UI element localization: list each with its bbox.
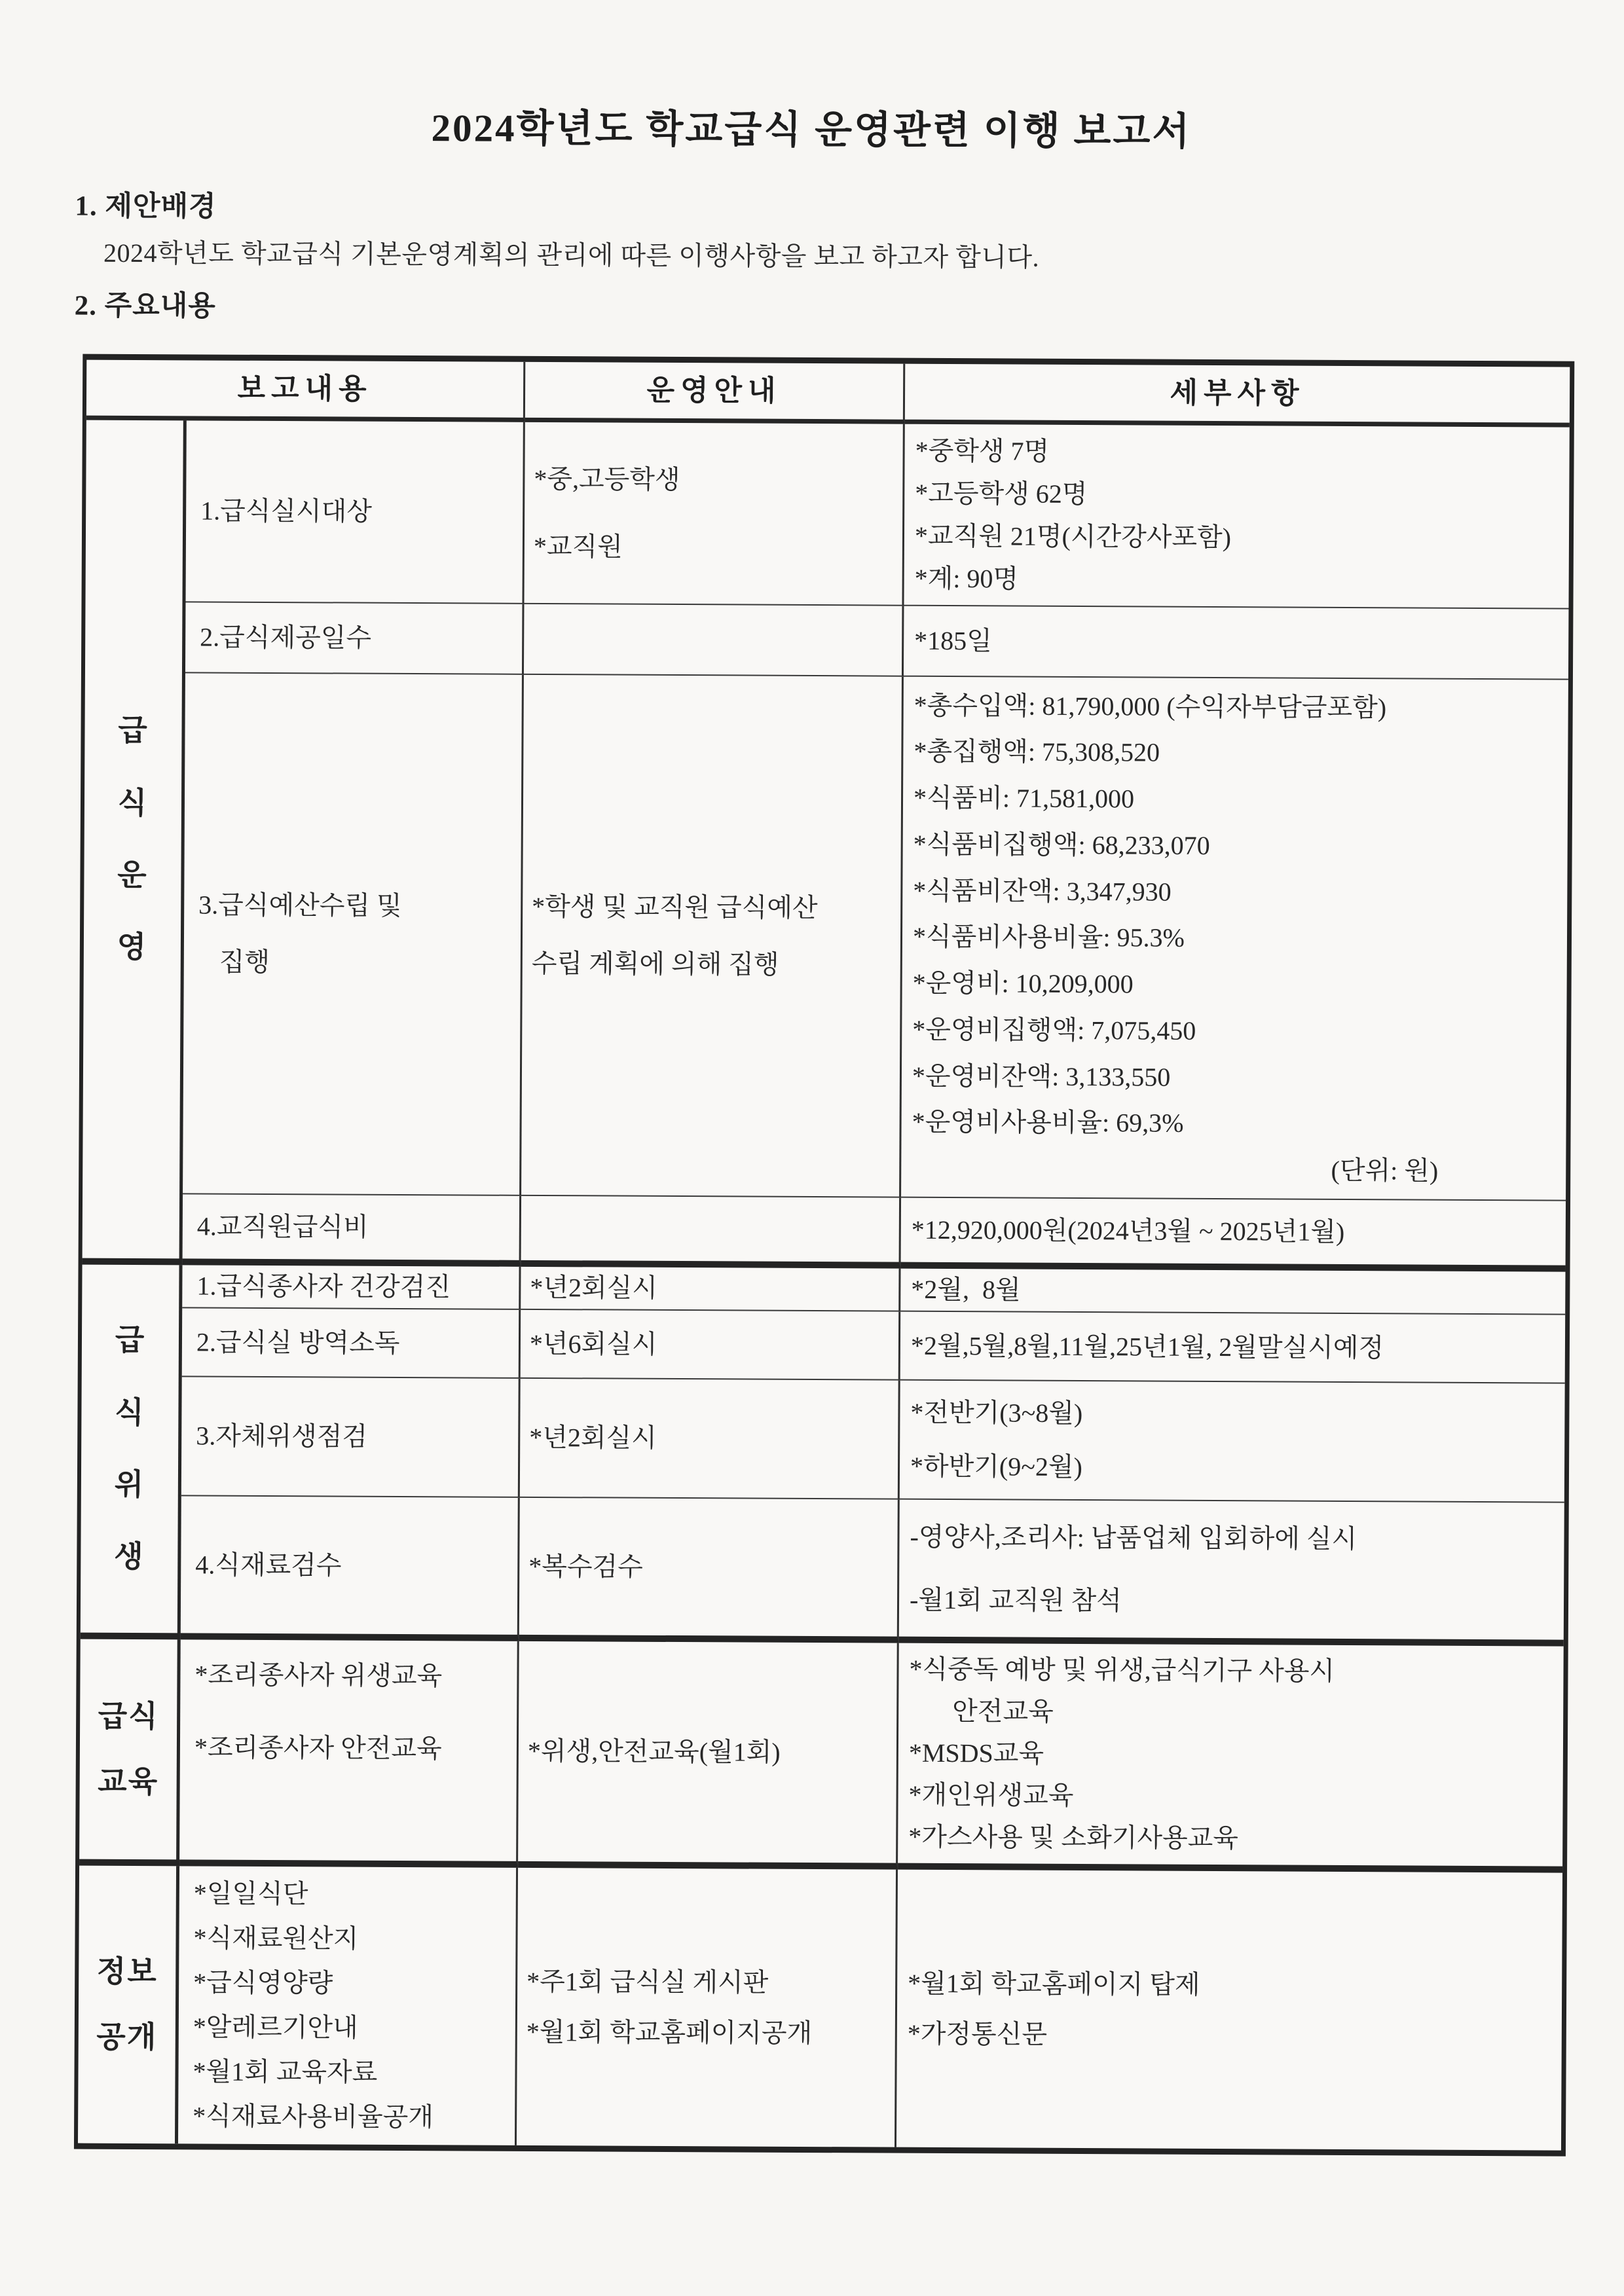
item-cell-disinfection: 2.급식실 방역소독: [182, 1308, 521, 1379]
unit-note: (단위: 원): [1331, 1155, 1439, 1186]
item-cell-meal-days: 2.급식제공일수: [185, 602, 525, 675]
detail-cell-meal-target: *중학생 7명 *고등학생 62명 *교직원 21명(시간강사포함) *계: 90명: [904, 424, 1569, 610]
rowgroup-label-meal-education: 급식 교육: [79, 1639, 181, 1867]
heading-proposal-background: 1. 제안배경: [75, 191, 217, 223]
guide-cell-ingredient-inspection: *복수검수: [519, 1498, 900, 1643]
detail-cell-health-check: *2월, 8월: [900, 1269, 1565, 1315]
item-cell-ingredient-inspection: 4.식재료검수: [181, 1496, 520, 1641]
guide-cell-self-inspection: *년2회실시: [520, 1379, 900, 1500]
detail-cell-education: *식중독 예방 및 위생,급식기구 사용시 안전교육 *MSDS교육 *개인위생교육 *가스사용 및 소화기사용교육: [898, 1643, 1564, 1873]
item-cell-budget: 3.급식예산수립 및 집행: [183, 673, 524, 1196]
detail-cell-ingredient-inspection: -영양사,조리사: 납품업체 입회하에 실시 -월1회 교직원 참석: [899, 1500, 1564, 1647]
heading-main-content: 2. 주요내용: [74, 290, 216, 322]
detail-cell-staff-meal-cost: *12,920,000원(2024년3월 ~ 2025년1월): [901, 1198, 1566, 1272]
item-cell-education: *조리종사자 위생교육 *조리종사자 안전교육: [179, 1639, 519, 1868]
guide-cell-disinfection: *년6회실시: [521, 1310, 901, 1381]
guide-cell-meal-days: [524, 604, 904, 677]
rowgroup-label-meal-operation: 급 식 운 영: [83, 420, 187, 1266]
item-cell-health-check: 1.급식종사자 건강검진: [182, 1265, 521, 1310]
rowgroup-label-info-disclosure: 정보 공개: [78, 1866, 179, 2144]
header-operation-guide: 운영안내: [525, 362, 905, 424]
guide-cell-health-check: *년2회실시: [521, 1267, 900, 1312]
detail-cell-disinfection: *2월,5월,8월,11월,25년1월, 2월말실시예정: [900, 1312, 1566, 1384]
report-title: 2024학년도 학교급식 운영관련 이행 보고서: [431, 106, 1192, 153]
report-table: [74, 354, 1574, 2157]
item-cell-meal-target: 1.급식실시대상: [185, 420, 525, 604]
guide-cell-staff-meal-cost: [521, 1196, 902, 1269]
rowgroup-label-meal-hygiene: 급 식 위 생: [81, 1265, 183, 1640]
item-cell-staff-meal-cost: 4.교직원급식비: [183, 1194, 522, 1267]
guide-cell-budget: *학생 및 교직원 급식예산 수립 계획에 의해 집행: [521, 675, 904, 1198]
detail-cell-self-inspection: *전반기(3~8월) *하반기(9~2월): [900, 1381, 1565, 1503]
detail-cell-info-disclosure: *월1회 학교홈페이지 탑제 *가정통신문: [907, 1968, 1200, 2049]
item-cell-info-disclosure: *일일식단 *식재료원산지 *급식영양량 *알레르기안내 *월1회 교육자료 *식재료사용비율공개: [178, 1866, 518, 2145]
header-details: 세부사항: [905, 364, 1570, 428]
header-report-content: 보고내용: [86, 360, 525, 422]
guide-cell-meal-target: *중,고등학생 *교직원: [524, 422, 904, 606]
detail-cell-meal-days: *185일: [904, 606, 1569, 680]
intro-text: 2024학년도 학교급식 기본운영계획의 관리에 따른 이행사항을 보고 하고자 합니다.: [103, 238, 1040, 272]
guide-cell-info-disclosure: *주1회 급식실 게시판 *월1회 학교홈페이지공개: [517, 1868, 898, 2147]
guide-cell-education: *위생,안전교육(월1회): [518, 1641, 899, 1870]
detail-cell-budget: *총수입액: 81,790,000 (수익자부담금포함) *총집행액: 75,308,520 *식품비: 71,581,000 *식품비집행액: 68,233,070 *식품비잔액: 3,347,930 *식품비사용비율: 95.3% *운영비: 10,209,000 *운영비집행액: 7,075,450 *운영비잔액: 3,133,550 *운영비사용비율: 69,3% (단위: 원): [901, 677, 1568, 1201]
item-cell-self-inspection: 3.자체위생점검: [181, 1377, 521, 1498]
